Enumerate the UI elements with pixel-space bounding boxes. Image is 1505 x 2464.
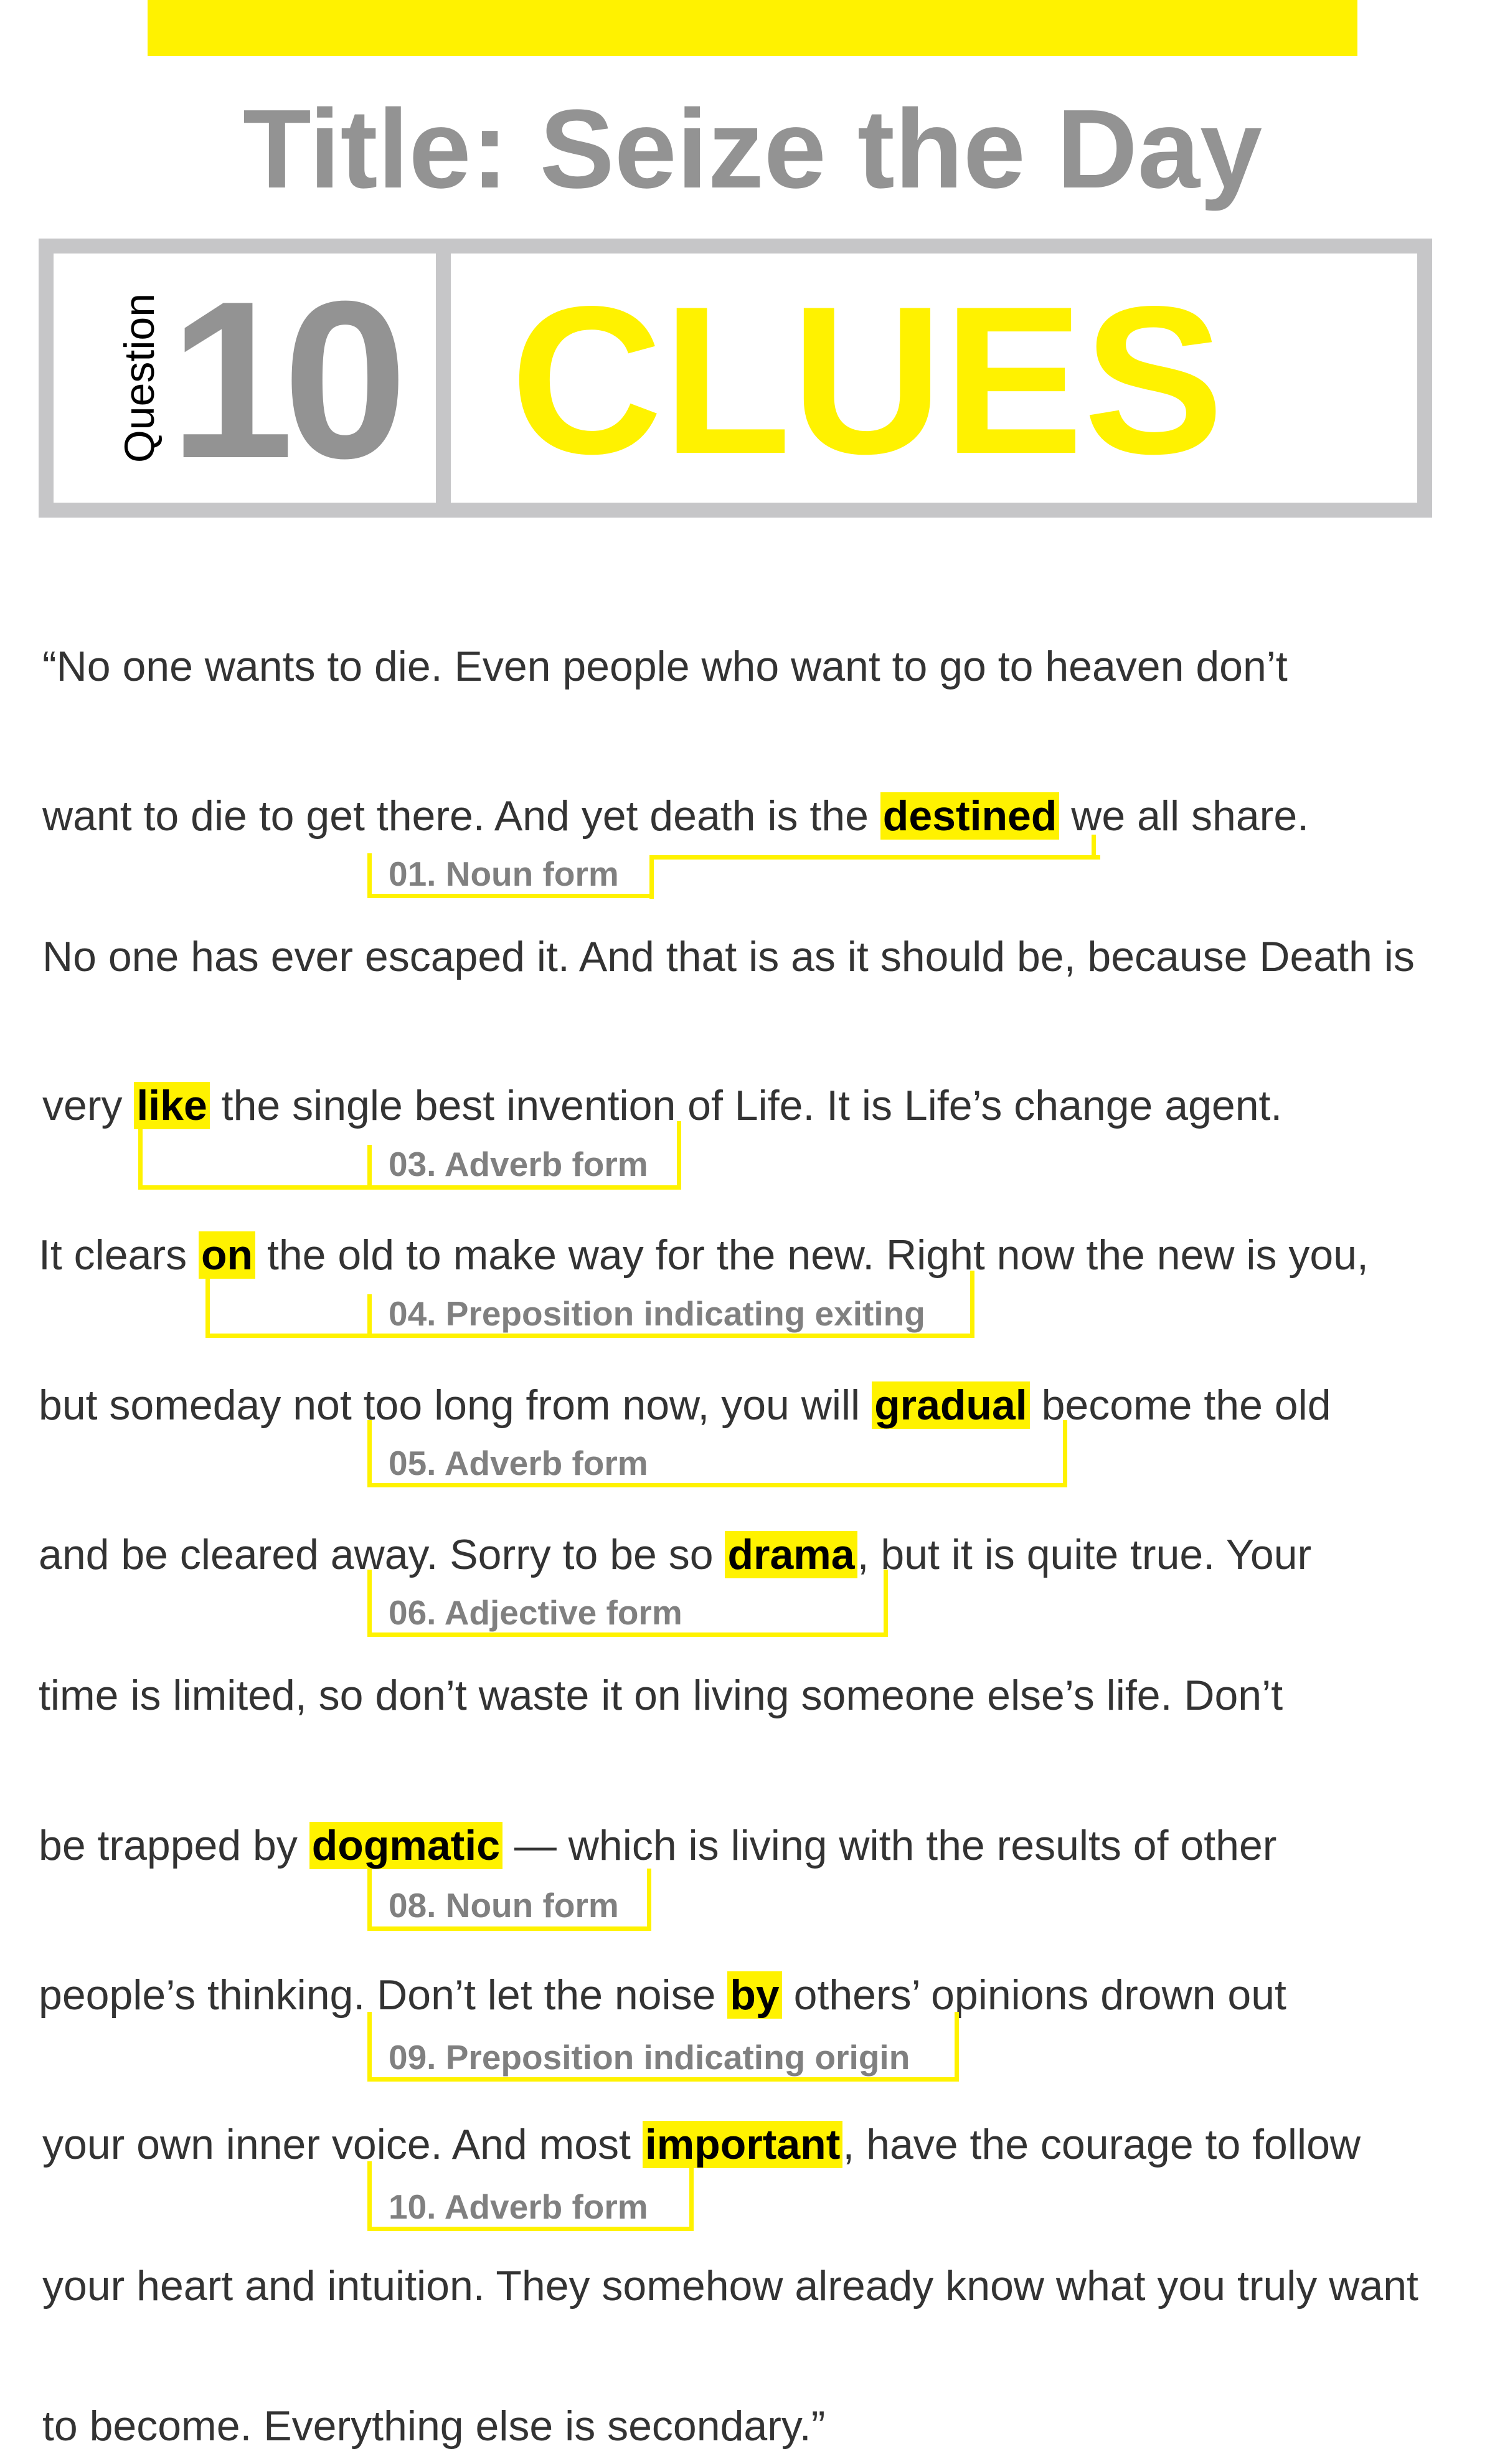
highlighted-word-by: by xyxy=(727,1971,781,2019)
line-text: the old to make way for the new. Right now the new is you, xyxy=(255,1231,1369,1279)
passage-line-3 xyxy=(42,926,1505,988)
passage-line-1 xyxy=(42,635,1505,698)
clue-label-04: 04. Preposition indicating exiting xyxy=(389,1294,925,1333)
line-text: people’s thinking. Don’t let the noise xyxy=(39,1971,728,2019)
line-text: to become. Everything else is secondary.” xyxy=(42,2402,826,2450)
header-divider xyxy=(436,239,451,518)
passage-line-8 xyxy=(39,1664,1505,1727)
line-text: “No one wants to die. Even people who want to go to heaven don’t xyxy=(42,643,1288,690)
line-text: your heart and intuition. They somehow already know what you truly want xyxy=(42,2262,1418,2310)
line-text: It clears xyxy=(39,1231,199,1279)
passage-line-11 xyxy=(42,2113,1505,2176)
line-text: time is limited, so don’t waste it on living someone else’s life. Don’t xyxy=(39,1672,1283,1719)
passage-line-12 xyxy=(42,2255,1505,2317)
clue-bracket-03-inner xyxy=(367,1145,372,1190)
clue-label-08: 08. Noun form xyxy=(389,1886,619,1925)
clue-label-01: 01. Noun form xyxy=(389,855,619,893)
highlighted-word-like: like xyxy=(134,1082,209,1129)
line-text: , but it is quite true. Your xyxy=(857,1531,1312,1578)
clue-label-05: 05. Adverb form xyxy=(389,1444,648,1482)
highlighted-word-gradual: gradual xyxy=(872,1381,1030,1429)
line-text: the single best invention of Life. It is Life’s change agent. xyxy=(209,1082,1283,1129)
line-text: , have the courage to follow xyxy=(842,2121,1361,2168)
line-text: we all share. xyxy=(1059,792,1309,840)
line-text: and be cleared away. Sorry to be so xyxy=(39,1531,725,1578)
clue-label-10: 10. Adverb form xyxy=(389,2187,648,2226)
passage-line-2 xyxy=(42,785,1505,847)
highlighted-word-destined: destined xyxy=(880,792,1060,840)
highlighted-word-dogmatic: dogmatic xyxy=(309,1822,502,1869)
clue-label-09: 09. Preposition indicating origin xyxy=(389,2038,910,2077)
line-text: very xyxy=(42,1082,134,1129)
line-text: your own inner voice. And most xyxy=(42,2121,643,2168)
passage-line-9 xyxy=(39,1814,1505,1877)
clue-bracket-04-inner xyxy=(367,1294,372,1338)
page-title: Title: Seize the Day xyxy=(242,87,1263,212)
line-text: others’ opinions drown out xyxy=(781,1971,1286,2019)
highlighted-word-on: on xyxy=(199,1231,255,1279)
clue-bracket-01-right xyxy=(649,855,1100,899)
top-accent-bar xyxy=(148,0,1357,56)
clue-label-06: 06. Adjective form xyxy=(389,1593,682,1632)
line-text: want to die to get there. And yet death is the xyxy=(42,792,880,840)
clues-heading: CLUES xyxy=(511,262,1224,498)
line-text: — which is living with the results of other xyxy=(502,1822,1277,1869)
line-text: be trapped by xyxy=(39,1822,309,1869)
clue-label-03: 03. Adverb form xyxy=(389,1145,648,1183)
line-text: become the old xyxy=(1029,1381,1331,1429)
line-text: No one has ever escaped it. And that is as it should be, because Death is xyxy=(42,933,1415,980)
highlighted-word-drama: drama xyxy=(725,1531,857,1578)
line-text: but someday not too long from now, you will xyxy=(39,1381,872,1429)
question-label: Question xyxy=(116,293,163,463)
highlighted-word-important: important xyxy=(643,2121,843,2168)
passage-line-13 xyxy=(42,2395,1505,2457)
question-number: 10 xyxy=(169,255,397,505)
